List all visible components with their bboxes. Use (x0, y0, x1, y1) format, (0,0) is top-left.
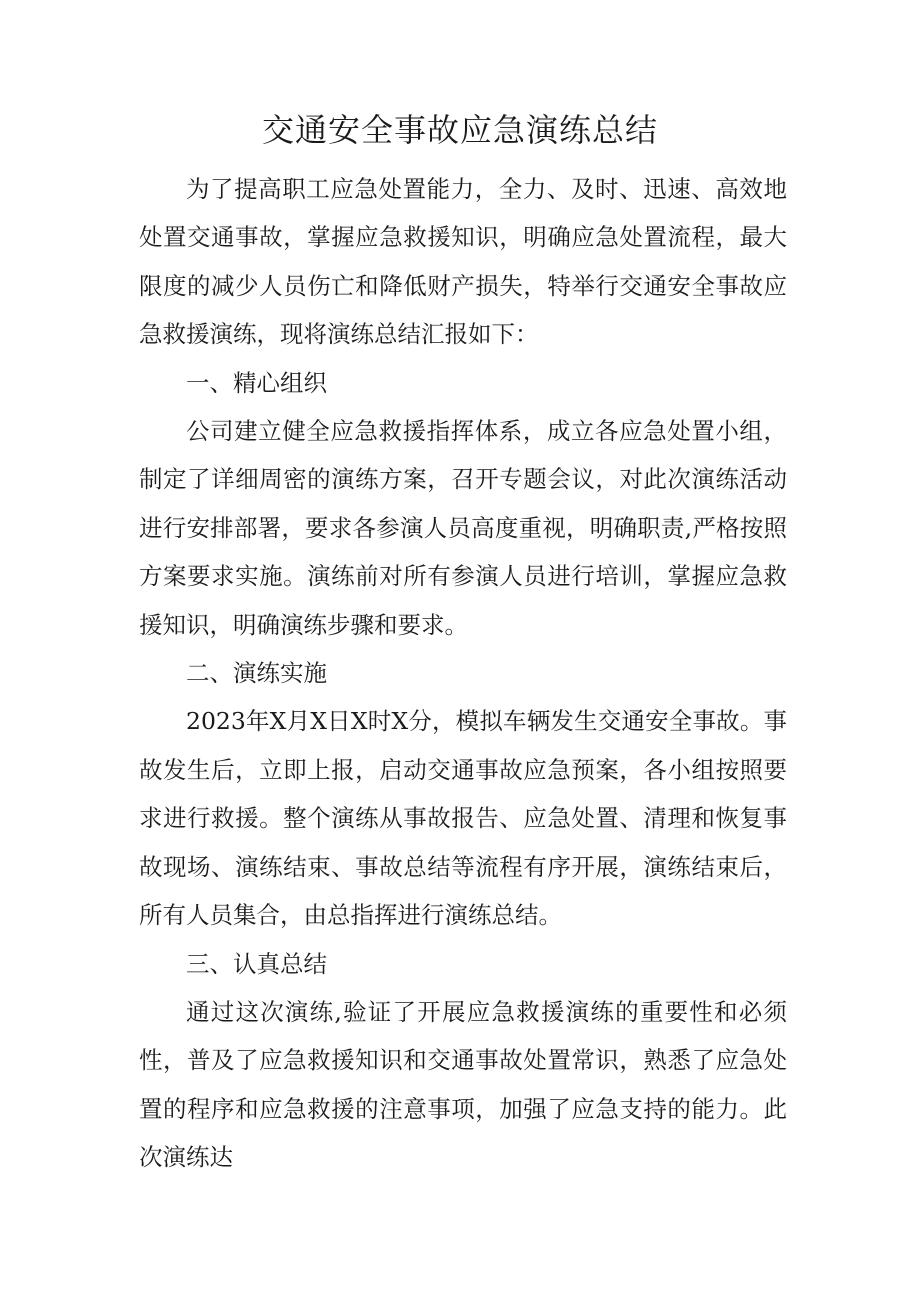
section-heading-implementation: 二、演练实施 (186, 659, 327, 688)
section-text-summary: 通过这次演练,验证了开展应急救援演练的重要性和必须性，普及了应急救援知识和交通事故处置常识，熟悉了应急处置的程序和应急救援的注意事项，加强了应急支持的能力。此次演练达 (139, 997, 787, 1172)
document-title: 交通安全事故应急演练总结 (261, 111, 658, 149)
section-text-implementation: 2023年X月X日X时X分，模拟车辆发生交通安全事故。事故发生后，立即上报，启动交通事故应急预案，各小组按照要求进行救援。整个演练从事故报告、应急处置、清理和恢复事故现场、演练结束、事故总结等流程有序开展，演练结束后，所有人员集合，由总指挥进行演练总结。 (139, 707, 787, 930)
intro-paragraph: 为了提高职工应急处置能力，全力、及时、迅速、高效地处置交通事故，掌握应急救援知识，明确应急处置流程，最大限度的减少人员伤亡和降低财产损失，特举行交通安全事故应急救援演练，现将演练总结汇报如下： (139, 175, 787, 349)
section-heading-summary: 三、认真总结 (186, 949, 327, 978)
section-text-organization: 公司建立健全应急救援指挥体系，成立各应急处置小组，制定了详细周密的演练方案，召开专题会议，对此次演练活动进行安排部署，要求各参演人员高度重视，明确职责,严格按照方案要求实施。演练前对所有参演人员进行培训，掌握应急救援知识，明确演练步骤和要求。 (139, 417, 787, 639)
section-heading-organization: 一、精心组织 (186, 368, 327, 397)
document-body (139, 165, 787, 1182)
